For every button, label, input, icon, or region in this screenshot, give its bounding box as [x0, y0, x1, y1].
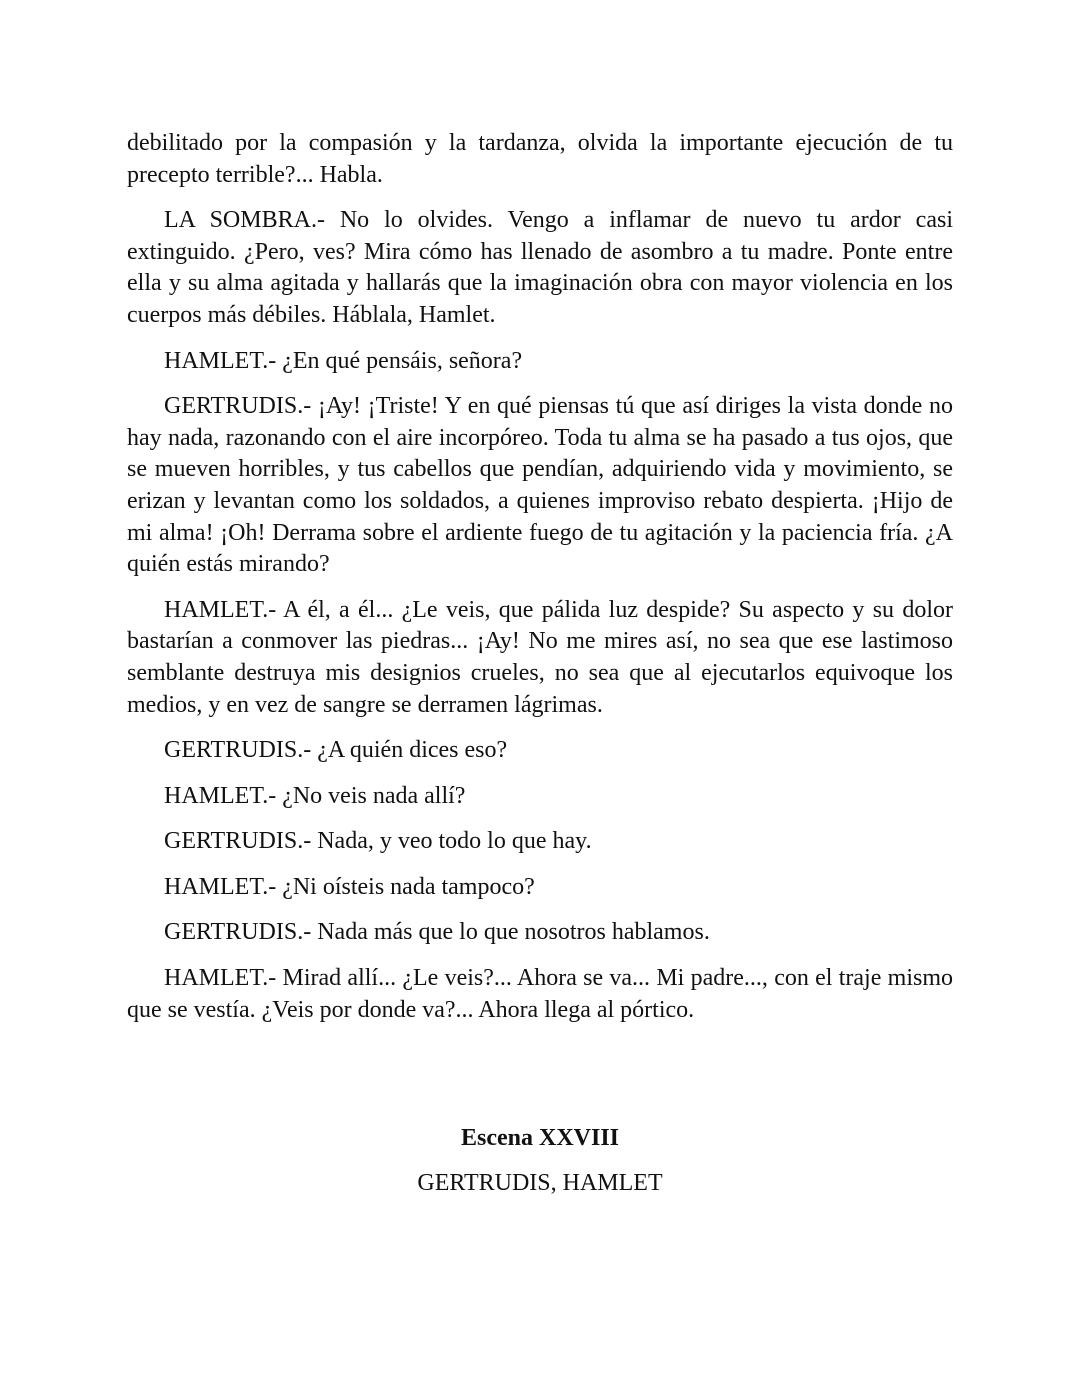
dialogue-hamlet: HAMLET.- ¿No veis nada allí?	[164, 782, 466, 809]
dialogue-gertrudis: GERTRUDIS.- ¿A quién dices eso?	[164, 737, 508, 764]
play-text	[127, 128, 953, 1040]
dialogue-la-sombra: LA SOMBRA.- No lo olvides. Vengo a inflamar de nuevo tu ardor casi extinguido. ¿Pero, ves? Mira cómo has llenado de asombro a tu madre. Ponte entre ella y su alma agitada y hallarás que la imaginación obra con mayor violencia en los cuerpos más débiles. Háblala, Hamlet.	[127, 207, 953, 328]
dialogue-gertrudis: GERTRUDIS.- Nada, y veo todo lo que hay.	[164, 828, 592, 855]
dialogue-hamlet: HAMLET.- ¿En qué pensáis, señora?	[164, 347, 523, 374]
dialogue-hamlet: HAMLET.- A él, a él... ¿Le veis, que pálida luz despide? Su aspecto y su dolor bastarían a conmover las piedras... ¡Ay! No me mires así, no sea que ese lastimoso semblante destruya mis designios crueles, no sea que al ejecutarlos equivoque los medios, y en vez de sangre se derramen lágrimas.	[127, 596, 953, 718]
dialogue-gertrudis: GERTRUDIS.- Nada más que lo que nosotros hablamos.	[164, 919, 710, 946]
dialogue-hamlet: HAMLET.- ¿Ni oísteis nada tampoco?	[164, 873, 535, 900]
dialogue-hamlet: HAMLET.- Mirad allí... ¿Le veis?... Ahora se va... Mi padre..., con el traje mismo que se vestía. ¿Veis por donde va?... Ahora llega al pórtico.	[127, 965, 953, 1023]
continued-paragraph: debilitado por la compasión y la tardanza, olvida la importante ejecución de tu precepto terrible?... Habla.	[127, 130, 953, 188]
scene-characters: GERTRUDIS, HAMLET	[417, 1170, 663, 1196]
scene-title: Escena XXVIII	[460, 1125, 619, 1151]
dialogue-gertrudis: GERTRUDIS.- ¡Ay! ¡Triste! Y en qué piensas tú que así diriges la vista donde no hay nada, razonando con el aire incorpóreo. Toda tu alma se ha pasado a tus ojos, que se mueven horribles, y tus cabellos que pendían, adquiriendo vida y movimiento, se erizan y levantan como los soldados, a quienes improviso rebato despierta. ¡Hijo de mi alma! ¡Oh! Derrama sobre el ardiente fuego de tu agitación y la paciencia fría. ¿A quién estás mirando?	[127, 393, 953, 578]
